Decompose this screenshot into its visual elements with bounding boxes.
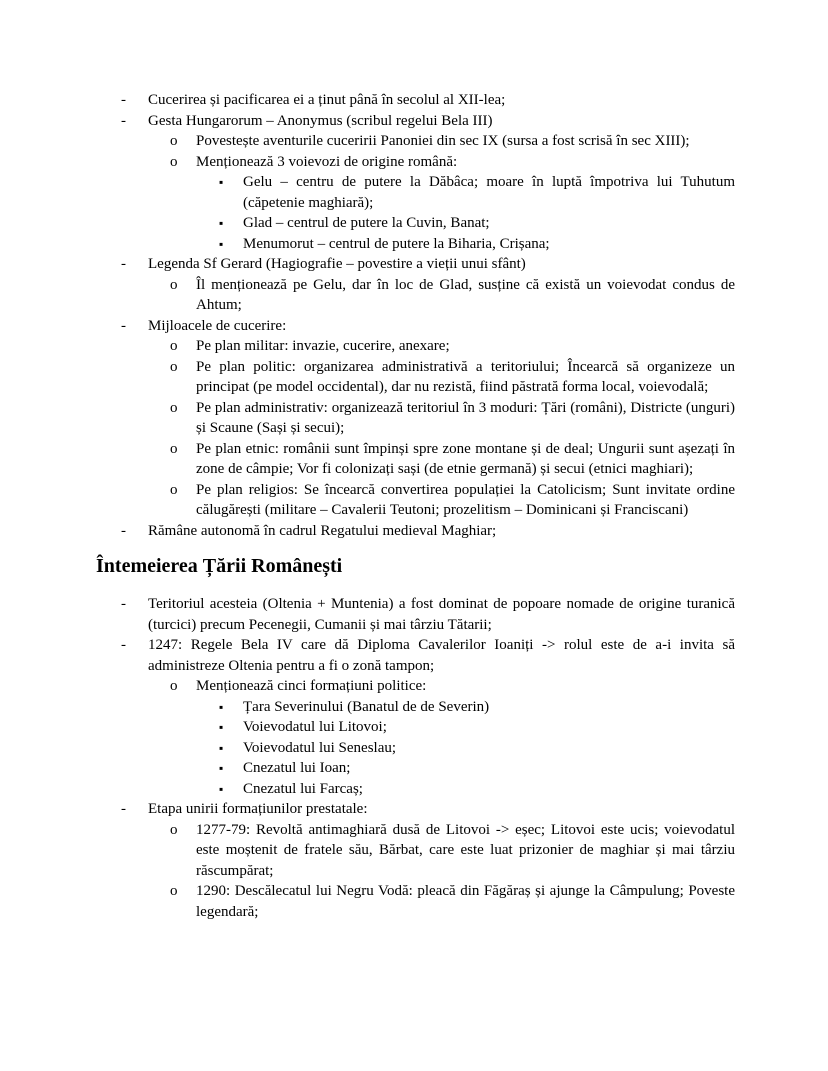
list-item-text: Etapa unirii formațiunilor prestatale: xyxy=(148,801,368,817)
list-item xyxy=(96,234,735,255)
list-item-text: Cnezatul lui Ioan; xyxy=(243,760,351,776)
list-item-text: Voievodatul lui Seneslau; xyxy=(243,739,397,756)
list-item xyxy=(96,90,735,111)
list-item-text: Voievodatul lui Litovoi; xyxy=(243,719,387,735)
bullet-dash: - xyxy=(121,637,126,653)
bullet-circle: o xyxy=(170,358,178,375)
bullet-circle: o xyxy=(170,481,178,498)
list-item xyxy=(96,758,735,779)
list-item xyxy=(96,480,735,521)
list-item-text: 1247: Regele Bela IV care dă Diploma Cavalerilor Ioaniți -> rolul este de a-i invita să administreze Oltenia pentru a fi o zonă tampon; xyxy=(148,637,735,674)
bullet-square: ▪ xyxy=(219,781,224,796)
list-item-text: Pe plan administrativ: organizează teritoriul în 3 moduri: Țări (români), Districte (unguri) și Scaune (Sași și secui); xyxy=(196,399,735,436)
bullet-circle: o xyxy=(170,440,178,457)
bullet-circle: o xyxy=(170,338,178,354)
bullet-circle: o xyxy=(170,133,178,149)
list-item-text: Glad – centrul de putere la Cuvin, Banat; xyxy=(243,215,490,231)
list-item xyxy=(96,439,735,480)
list-item xyxy=(96,131,735,152)
bullet-square: ▪ xyxy=(219,236,224,251)
list-item xyxy=(96,152,735,173)
bullet-square: ▪ xyxy=(219,699,224,714)
bullet-circle: o xyxy=(170,678,178,694)
list-item-text: Pe plan etnic: românii sunt împinși spre zone montane și de deal; Ungurii sunt așezați în zone de câmpie; Vor fi colonizați sași (de etnie germană) și secui (etnici maghiari); xyxy=(196,440,735,477)
list-item-text: Cnezatul lui Farcaș; xyxy=(243,780,363,797)
list-item xyxy=(96,111,735,132)
list-item xyxy=(96,594,735,635)
list-item-text: Cucerirea și pacificarea ei a ținut până în secolul al XII-lea; xyxy=(148,92,506,108)
bullet-dash: - xyxy=(121,522,126,539)
list-item xyxy=(96,820,735,882)
bullet-square: ▪ xyxy=(219,761,224,775)
bullet-dash: - xyxy=(121,596,126,612)
bullet-dash: - xyxy=(121,801,126,817)
list-item xyxy=(96,521,735,542)
bullet-circle: o xyxy=(170,153,178,170)
list-item-text: 1290: Descălecatul lui Negru Vodă: pleacă din Făgăraș și ajunge la Câmpulung; Poveste legendară; xyxy=(196,883,735,920)
list-item xyxy=(96,779,735,800)
list-item-text: Pe plan religios: Se încearcă convertirea populației la Catolicism; Sunt invitate ordine călugărești (militare – Cavalerii Teutoni; prozelitism – Dominicani și Franciscani) xyxy=(196,481,735,518)
list-item xyxy=(96,357,735,398)
list-item xyxy=(96,635,735,676)
list-item xyxy=(96,717,735,738)
list-item-text: Rămâne autonomă în cadrul Regatului medieval Maghiar; xyxy=(148,522,497,539)
list-item-text: Pe plan militar: invazie, cucerire, anexare; xyxy=(196,338,450,354)
list-item-text: Menționează cinci formațiuni politice: xyxy=(196,678,427,694)
list-item-text: 1277-79: Revoltă antimaghiară dusă de Litovoi -> eșec; Litovoi este ucis; voievodatul este moștenit de fratele său, Bărbat, care este luat prizonier de maghiar și mai târziu răscumpărat; xyxy=(196,821,735,879)
list-item-text: Îl menționează pe Gelu, dar în loc de Glad, susține că există un voievodat condus de Ahtum; xyxy=(196,276,735,313)
list-item xyxy=(96,738,735,759)
list-item xyxy=(96,316,735,337)
bullet-dash: - xyxy=(121,317,126,334)
list-item xyxy=(96,676,735,697)
bullet-dash: - xyxy=(121,92,126,108)
list-item-text: Teritoriul acesteia (Oltenia + Muntenia) a fost dominat de popoare nomade de origine turanică (turcici) precum Pecenegii, Cumanii și mai târziu Tătarii; xyxy=(148,596,735,633)
list-item-text: Gesta Hungarorum – Anonymus (scribul regelui Bela III) xyxy=(148,112,493,129)
bullet-dash: - xyxy=(121,112,126,129)
list-item xyxy=(96,172,735,213)
bullet-circle: o xyxy=(170,883,178,899)
bullet-square: ▪ xyxy=(219,216,224,230)
list-item-text: Pe plan politic: organizarea administrativă a teritoriului; Încearcă să organizeze un principat (pe model occidental), dar nu rezistă, fiind păstrată forma local, voievodală; xyxy=(196,358,735,395)
bullet-square: ▪ xyxy=(219,175,224,189)
list-item xyxy=(96,697,735,718)
bullet-circle: o xyxy=(170,399,178,416)
list-item-text: Menționează 3 voievozi de origine română: xyxy=(196,153,458,170)
list-item xyxy=(96,881,735,922)
list-item-text: Mijloacele de cucerire: xyxy=(148,317,287,334)
list-item xyxy=(96,213,735,234)
list-item-text: Legenda Sf Gerard (Hagiografie – povestire a vieții unui sfânt) xyxy=(148,256,526,272)
list-item xyxy=(96,336,735,357)
list-item xyxy=(96,398,735,439)
section-heading: Întemeierea Țării Românești xyxy=(96,555,343,577)
bullet-circle: o xyxy=(170,276,178,293)
list-item-text: Gelu – centru de putere la Dăbâca; moare în luptă împotriva lui Tuhutum (căpetenie maghiară); xyxy=(243,174,735,211)
list-item-text: Menumorut – centrul de putere la Biharia, Crișana; xyxy=(243,235,550,252)
bullet-dash: - xyxy=(121,256,126,272)
bullet-square: ▪ xyxy=(219,740,224,755)
list-item-text: Țara Severinului (Banatul de de Severin) xyxy=(243,698,490,715)
list-item xyxy=(96,799,735,820)
bullet-square: ▪ xyxy=(219,720,224,734)
list-item xyxy=(96,254,735,275)
list-item-text: Povestește aventurile cuceririi Panoniei din sec IX (sursa a fost scrisă în sec XIII); xyxy=(196,133,690,149)
list-item xyxy=(96,275,735,316)
bullet-circle: o xyxy=(170,821,178,838)
